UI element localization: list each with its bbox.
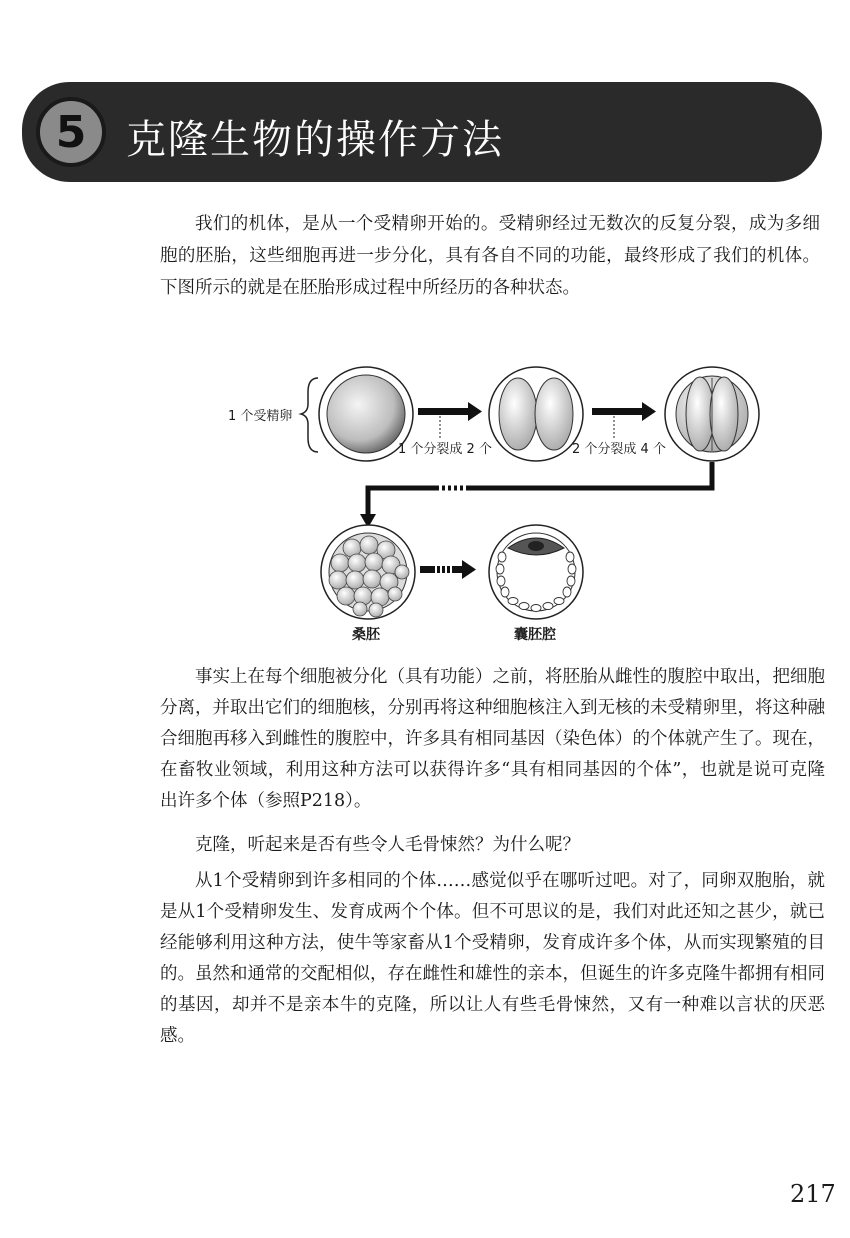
fertilized-egg-label: 1 个受精卵 bbox=[228, 409, 293, 424]
section-title: 克隆生物的操作方法 bbox=[126, 117, 504, 163]
split-label-1: 1 个分裂成 2 个 bbox=[398, 442, 492, 457]
two-cell-stage bbox=[489, 367, 583, 461]
section-number-badge: 5 bbox=[36, 97, 106, 167]
page-number: 217 bbox=[790, 1180, 836, 1208]
connector-arrow bbox=[360, 462, 712, 528]
twins-paragraph: 从1个受精卵到许多相同的个体……感觉似乎在哪听过吧。对了，同卵双胞胎，就是从1个受精卵发生、发育成两个个体。但不可思议的是，我们对此还知之甚少，就已经能够利用这种方法，使牛等家畜从1个受精卵，发育成许多个体，从而实现繁殖的目的。虽然和通常的交配相似，存在雌性和雄性的亲本，但诞生的许多克隆牛都拥有相同的基因，却并不是亲本牛的克隆，所以让人有些毛骨悚然，又有一种难以言状的厌恶感。 bbox=[160, 871, 825, 1046]
four-cell-stage bbox=[665, 367, 759, 461]
blastocyst-label: 囊胚腔 bbox=[514, 627, 556, 643]
arrow-split-2 bbox=[592, 402, 656, 438]
split-label-2: 2 个分裂成 4 个 bbox=[572, 442, 666, 457]
question-paragraph: 克隆，听起来是否有些令人毛骨悚然？为什么呢？ bbox=[195, 835, 580, 855]
morula-cell bbox=[321, 525, 415, 619]
brace-icon bbox=[301, 378, 318, 452]
cloning-method-paragraph: 事实上在每个细胞被分化（具有功能）之前，将胚胎从雌性的腹腔中取出，把细胞分离，并取出它们的细胞核，分别再将这种细胞核注入到无核的未受精卵里，将这种融合细胞再移入到雌性的腹腔中，许多具有相同基因（染色体）的个体就产生了。现在，在畜牧业领域，利用这种方法可以获得许多“具有相同基因的个体”，也就是说可克隆出许多个体（参照P218）。 bbox=[160, 667, 825, 811]
arrow-morula-to-blastocyst bbox=[420, 560, 476, 579]
morula-label: 桑胚 bbox=[352, 627, 380, 643]
intro-paragraph: 我们的机体，是从一个受精卵开始的。受精卵经过无数次的反复分裂，成为多细胞的胚胎，这些细胞再进一步分化，具有各自不同的功能，最终形成了我们的机体。下图所示的就是在胚胎形成过程中所经历的各种状态。 bbox=[160, 214, 820, 298]
arrow-split-1 bbox=[418, 402, 482, 438]
blastocyst-cell bbox=[489, 525, 583, 619]
